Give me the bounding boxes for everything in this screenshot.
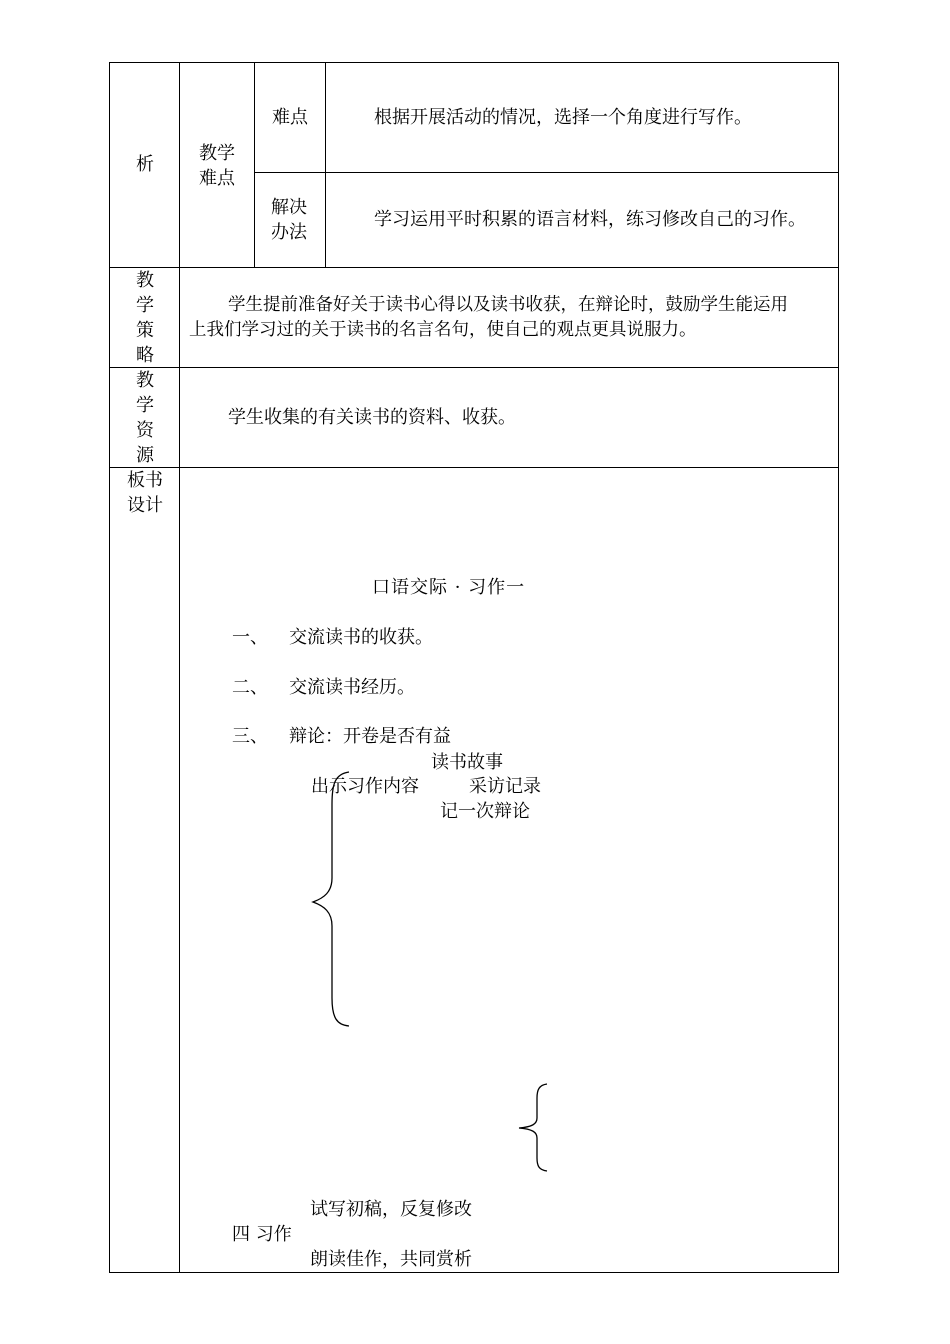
strategy-row-divider (109, 367, 839, 368)
group-label-line: 难点 (199, 168, 235, 189)
writing-option-interview: 采访记录 (469, 776, 541, 797)
strategy-line-2: 上我们学习过的关于读书的名言名句，使自己的观点更具说服力。 (189, 320, 697, 340)
subhead-column-divider (325, 62, 326, 267)
difficulty-row-divider (254, 172, 839, 173)
solution-content: 学习运用平时积累的语言材料，练习修改自己的习作。 (374, 209, 806, 230)
table-border-top (109, 62, 839, 63)
solution-label-line: 解决 (271, 197, 307, 218)
solution-label-line: 办法 (271, 222, 307, 243)
board-item-2-number: 二、 (232, 677, 268, 698)
teaching-difficulty-group-label (199, 141, 235, 191)
group-column-divider (254, 62, 255, 267)
board-title: 口语交际 · 习作一 (372, 577, 526, 598)
solution-label (271, 195, 307, 245)
writing-option-debate: 记一次辩论 (440, 801, 530, 822)
large-curly-brace (305, 770, 365, 1030)
step-four-label: 四 习作 (232, 1224, 292, 1245)
difficulty-label: 难点 (272, 107, 308, 128)
writing-option-story: 读书故事 (431, 752, 503, 773)
board-design-label (127, 468, 163, 518)
resources-label-char: 学 (136, 395, 154, 416)
board-item-3-text: 辩论：开卷是否有益 (289, 726, 451, 747)
analysis-row-divider (109, 267, 839, 268)
small-curly-brace (515, 1082, 555, 1177)
strategy-label-char: 学 (136, 295, 154, 316)
writing-content-label: 出示习作内容 (311, 776, 419, 797)
resources-content: 学生收集的有关读书的资料、收获。 (228, 407, 516, 428)
resources-label-char: 教 (136, 370, 154, 391)
resources-label-char: 源 (136, 445, 154, 466)
board-item-2-text: 交流读书经历。 (289, 677, 415, 698)
strategy-line-1: 学生提前准备好关于读书心得以及读书收获，在辩论时，鼓励学生能运用 (228, 295, 788, 315)
strategy-label-char: 教 (136, 270, 154, 291)
board-item-3-number: 三、 (232, 726, 268, 747)
group-label-line: 教学 (199, 143, 235, 164)
resources-row-divider (109, 467, 839, 468)
difficulty-content: 根据开展活动的情况，选择一个角度进行写作。 (374, 107, 752, 128)
strategy-label-char: 略 (136, 345, 154, 366)
resources-label-char: 资 (136, 420, 154, 441)
label-column-divider (179, 62, 180, 1273)
writing-step-draft: 试写初稿，反复修改 (310, 1199, 472, 1220)
board-label-line: 板书 (127, 470, 163, 491)
table-border-left (109, 62, 110, 1273)
board-item-1-number: 一、 (232, 627, 268, 648)
board-item-1-text: 交流读书的收获。 (289, 627, 433, 648)
writing-step-appreciate: 朗读佳作，共同赏析 (310, 1249, 472, 1270)
table-border-bottom (109, 1272, 839, 1273)
strategy-label-char: 策 (136, 320, 154, 341)
board-label-line: 设计 (127, 495, 163, 516)
analysis-side-label: 析 (136, 154, 154, 175)
table-border-right (838, 62, 839, 1273)
